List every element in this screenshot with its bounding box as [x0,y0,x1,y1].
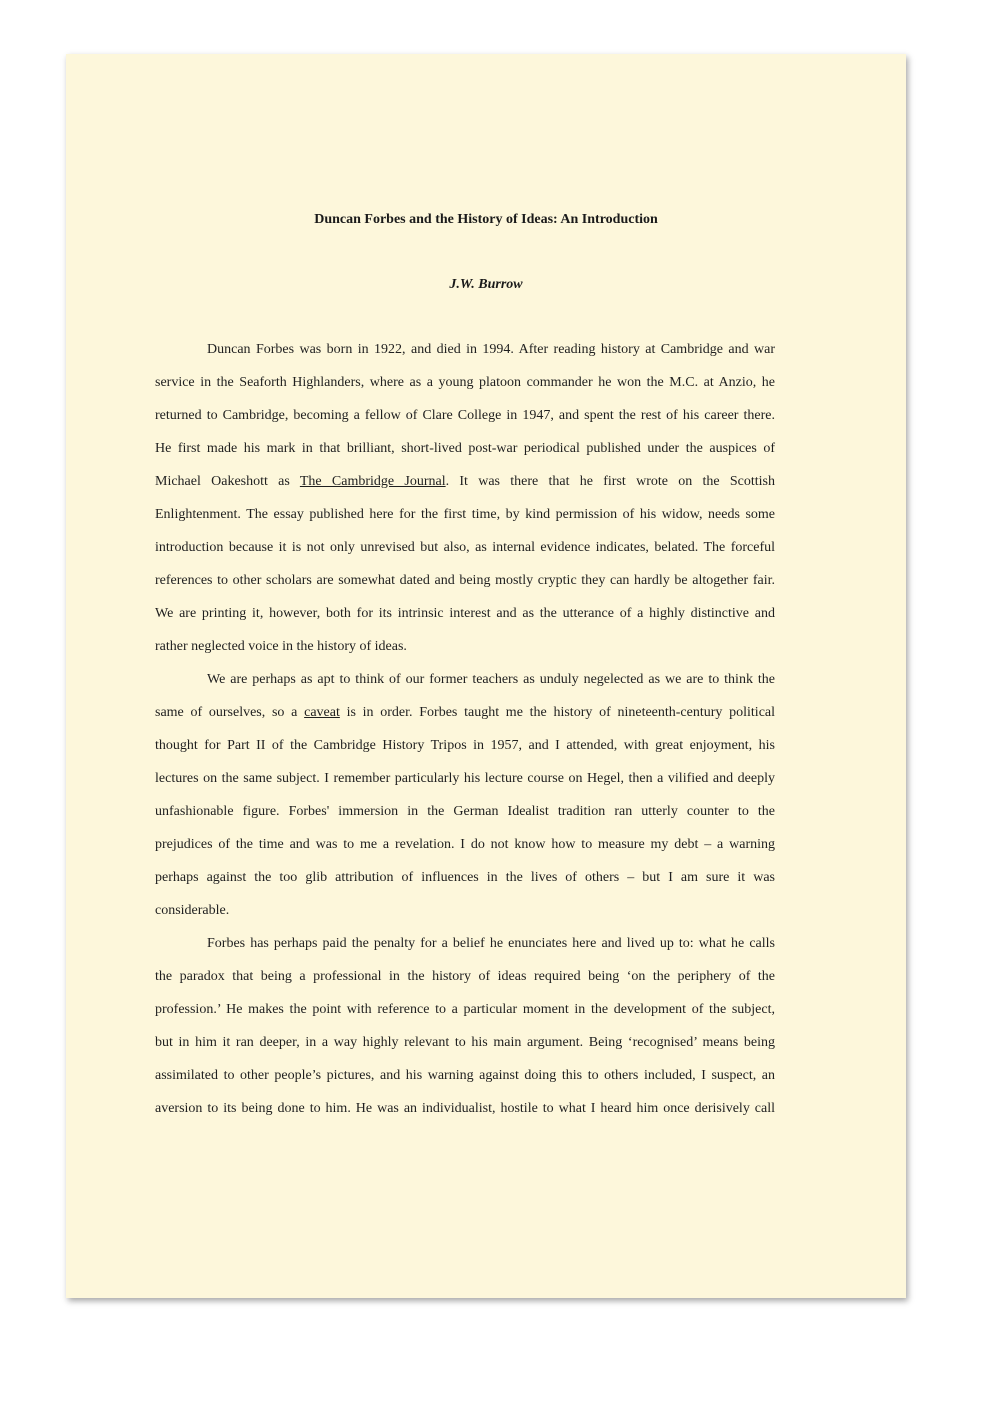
text-line: lectures on the same subject. I remember particularly his lecture course on Hegel, then a vilified and deeply [155,771,775,786]
text-line: considerable. [155,903,230,918]
text-line: We are printing it, however, both for its intrinsic interest and as the utterance of a highly distinctive and [155,606,775,621]
text-line: same of ourselves, so a caveat is in order. Forbes taught me the history of nineteenth-century political [155,705,776,720]
text-line: Duncan Forbes was born in 1922, and died in 1994. After reading history at Cambridge and war [207,342,775,357]
document-title: Duncan Forbes and the History of Ideas: An Introduction [314,212,658,227]
text-line: rather neglected voice in the history of ideas. [155,639,407,654]
text-line: perhaps against the too glib attribution of influences in the lives of others – but I am sure it was [155,870,775,885]
text-line: returned to Cambridge, becoming a fellow of Clare College in 1947, and spent the rest of his career there. [155,408,775,423]
text-line: Michael Oakeshott as The Cambridge Journal. It was there that he first wrote on the Scottish [155,474,775,489]
text-line: thought for Part II of the Cambridge History Tripos in 1957, and I attended, with great enjoyment, his [155,738,775,753]
text-line: He first made his mark in that brilliant, short-lived post-war periodical published under the auspices of [155,441,775,456]
text-line: but in him it ran deeper, in a way highly relevant to his main argument. Being ‘recognised’ means being [155,1035,775,1050]
text-line: prejudices of the time and was to me a revelation. I do not know how to measure my debt – a warning [155,837,775,852]
text-line: profession.’ He makes the point with reference to a particular moment in the development of the subject, [155,1002,775,1017]
text-line: unfashionable figure. Forbes' immersion in the German Idealist tradition ran utterly counter to the [155,804,775,819]
text-line: service in the Seaforth Highlanders, where as a young platoon commander he won the M.C. at Anzio, he [155,375,775,390]
text-line: references to other scholars are somewhat dated and being mostly cryptic they can hardly be altogether fair. [155,573,775,588]
text-line: We are perhaps as apt to think of our former teachers as unduly negelected as we are to think the [207,672,775,687]
paragraph [155,668,775,932]
underlined-text: caveat [304,705,340,720]
text-line: Enlightenment. The essay published here for the first time, by kind permission of his widow, needs some [155,507,775,522]
text-line: assimilated to other people’s pictures, and his warning against doing this to others included, I suspect, an [155,1068,775,1083]
document-body [155,338,775,1130]
document-page [66,54,906,1298]
paragraph [155,932,775,1130]
text-line: aversion to its being done to him. He was an individualist, hostile to what I heard him once derisively call [155,1101,775,1116]
paragraph [155,338,775,668]
author-name: J.W. Burrow [449,277,523,292]
text-line: introduction because it is not only unrevised but also, as internal evidence indicates, belated. The forceful [155,540,775,555]
text-line: the paradox that being a professional in the history of ideas required being ‘on the periphery of the [155,969,775,984]
underlined-text: The Cambridge Journal [299,474,446,489]
text-line: Forbes has perhaps paid the penalty for a belief he enunciates here and lived up to: what he calls [207,936,775,951]
